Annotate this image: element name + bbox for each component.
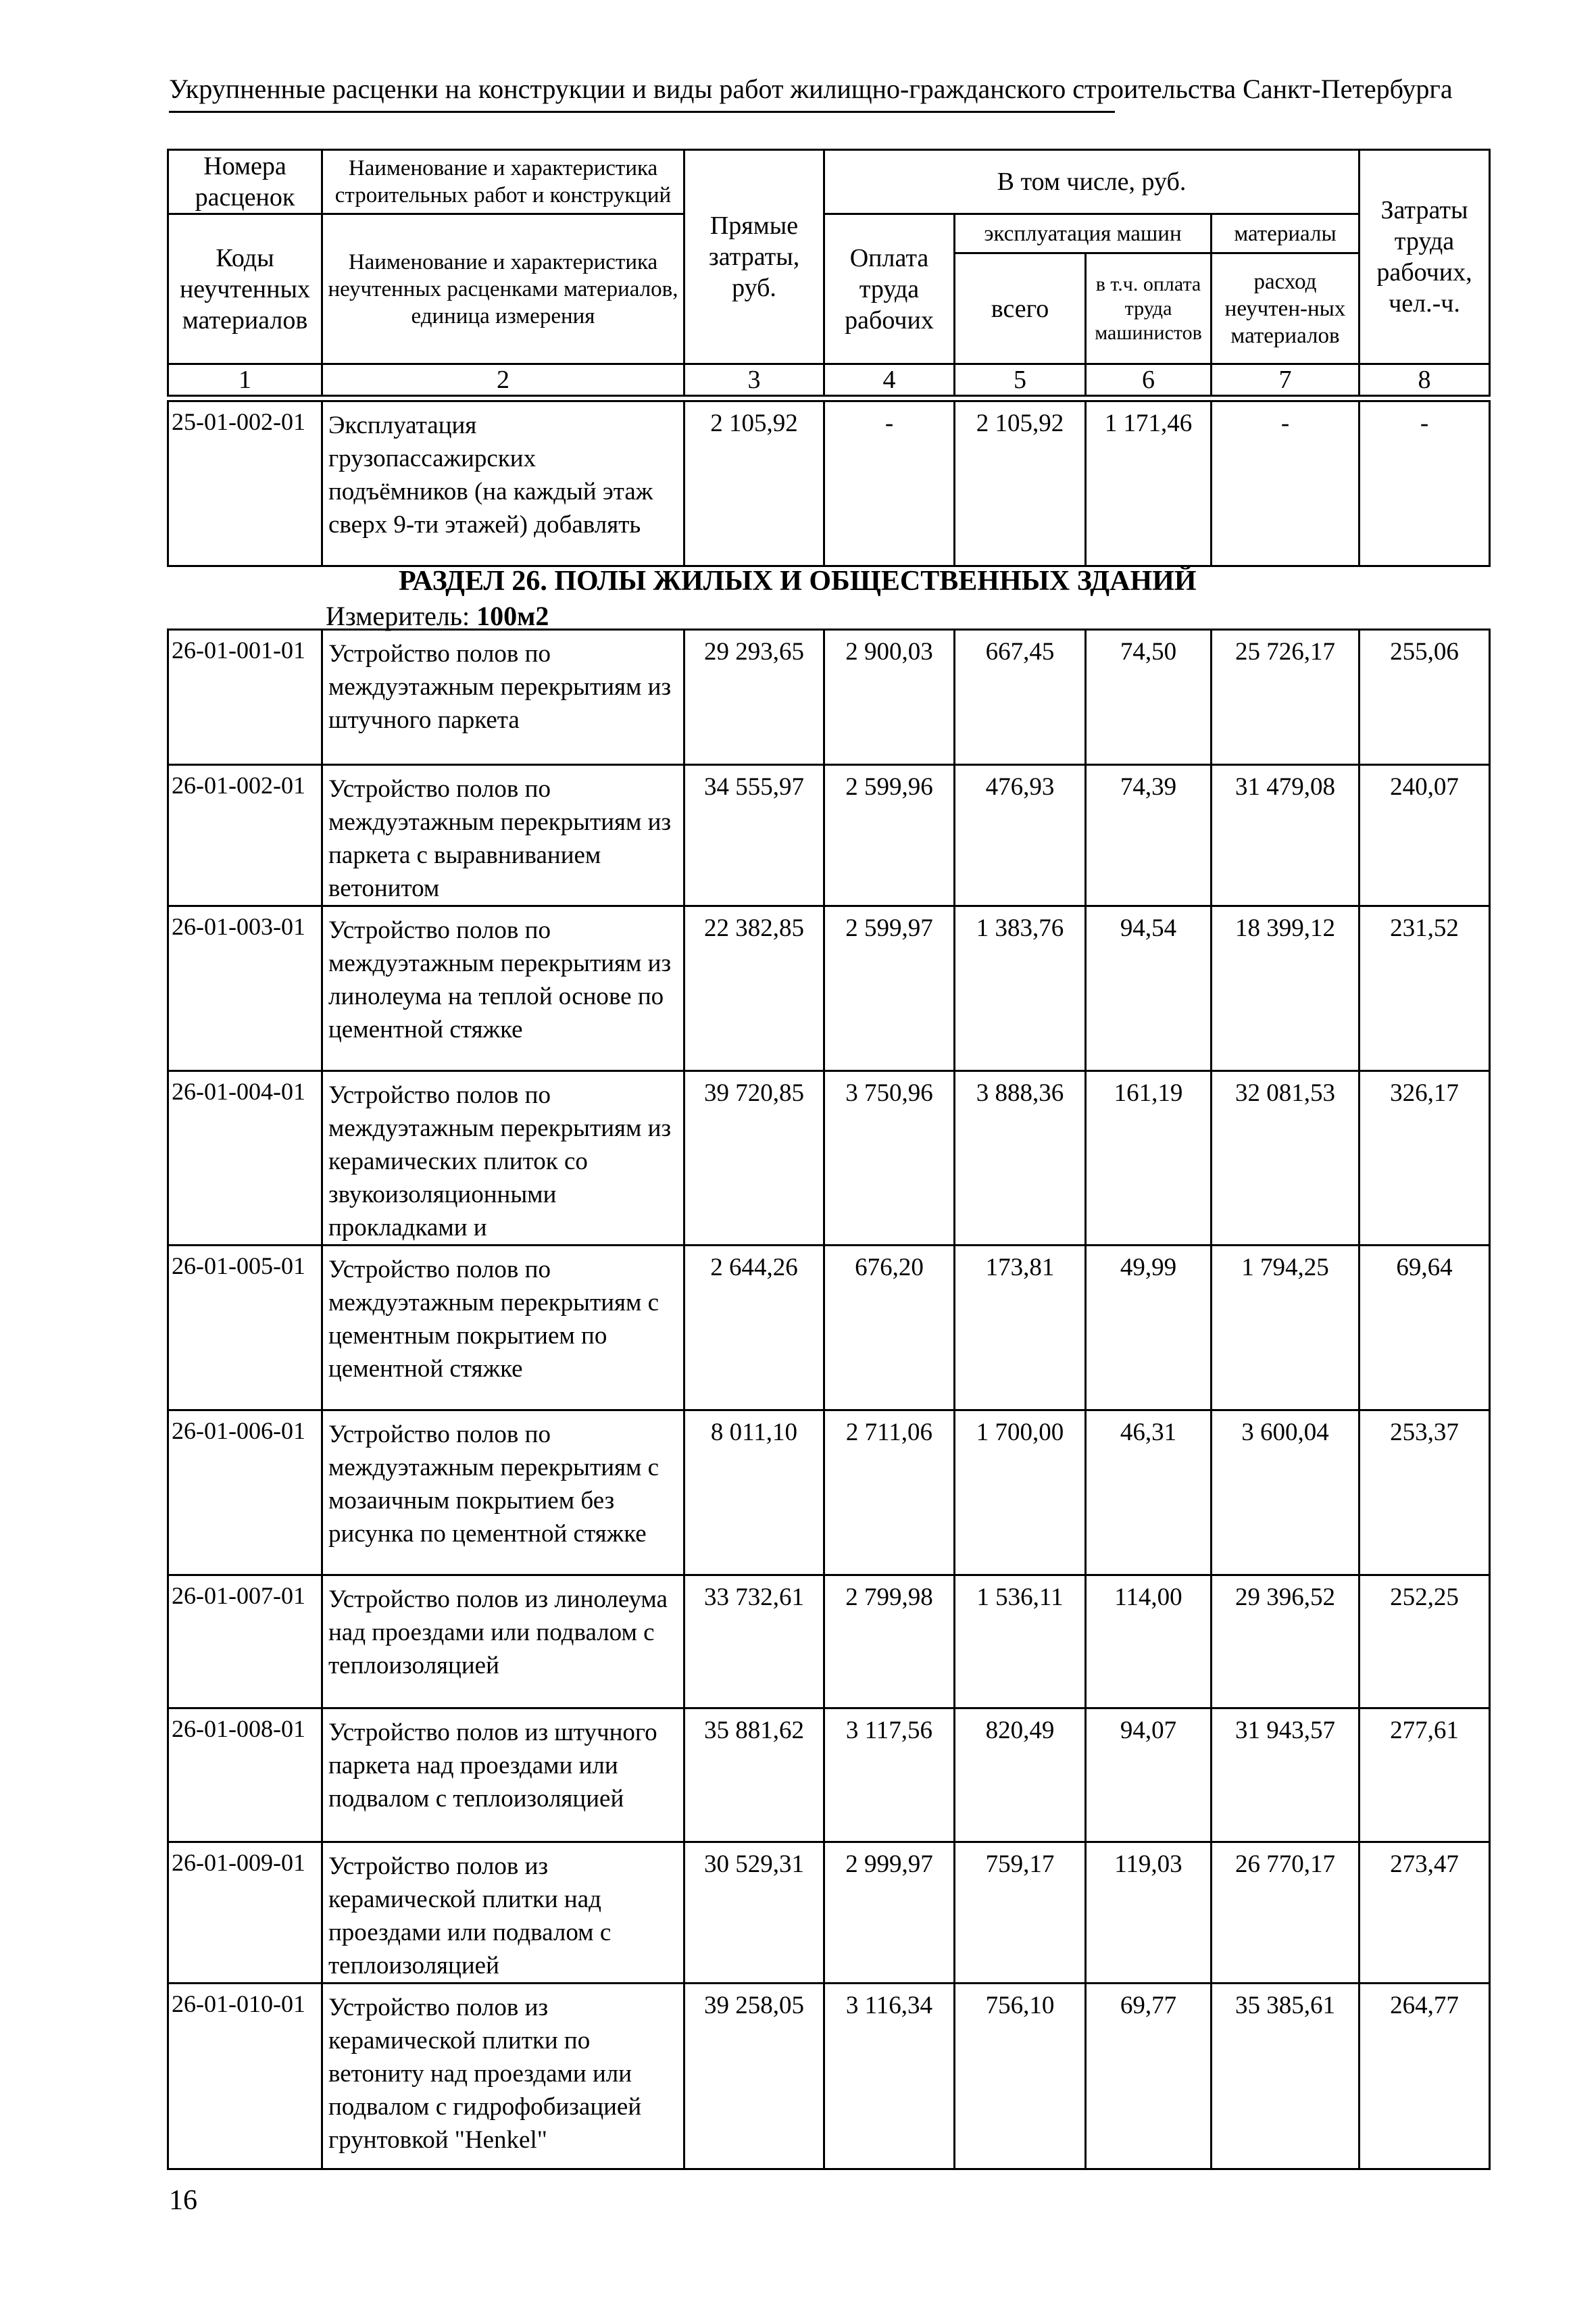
rate-code: 26-01-005-01 [168,1246,322,1410]
labor-pay: 2 799,98 [824,1575,955,1708]
labor-pay: 676,20 [824,1246,955,1410]
col4-header: Оплата труда рабочих [824,214,955,364]
col1-header-top: Номера расценок [168,150,322,214]
machines-total: 2 105,92 [955,401,1086,566]
column-number: 3 [684,364,824,396]
table-row [168,1575,1490,1708]
table-row [168,1246,1490,1410]
materials-group-header: материалы [1212,214,1360,253]
direct-cost: 34 555,97 [684,765,824,906]
work-description: Устройство полов из линолеума над проездами или подвалом с теплоизоляцией [322,1575,684,1708]
machines-total: 3 888,36 [955,1071,1086,1246]
rate-code: 26-01-006-01 [168,1410,322,1575]
work-description: Устройство полов по междуэтажным перекрытиям из керамических плиток со звукоизоляционными прокладками и [322,1071,684,1246]
col2-header-top: Наименование и характеристика строительных работ и конструкций [322,150,684,214]
rate-code: 26-01-001-01 [168,630,322,765]
table-row [168,1410,1490,1575]
rate-code: 26-01-007-01 [168,1575,322,1708]
labor-pay: 2 711,06 [824,1410,955,1575]
section-26-table [167,629,1491,2170]
rate-code: 26-01-002-01 [168,765,322,906]
document-header-title: Укрупненные расценки на конструкции и виды работ жилищно-гражданского строительства Санкт-Петербурга [169,74,1453,104]
labor-pay: 2 999,97 [824,1842,955,1984]
work-description: Устройство полов из керамической плитки по ветониту над проездами или подвалом с гидрофобизацией грунтовкой "Henkel" [322,1984,684,2169]
work-description: Устройство полов по междуэтажным перекрытиям из паркета с выравниванием ветонитом [322,765,684,906]
work-description: Устройство полов из штучного паркета над проездами или подвалом с теплоизоляцией [322,1708,684,1842]
labor-hours: - [1360,401,1490,566]
direct-cost: 39 258,05 [684,1984,824,2169]
column-header-table [167,149,1491,397]
machinist-pay: 74,39 [1086,765,1212,906]
direct-cost: 29 293,65 [684,630,824,765]
labor-hours: 69,64 [1360,1246,1490,1410]
machinist-pay: 46,31 [1086,1410,1212,1575]
measure-label: Измеритель: [326,601,470,631]
materials-cost: 32 081,53 [1212,1071,1360,1246]
header-underline [169,111,1115,113]
machines-total: 820,49 [955,1708,1086,1842]
direct-cost: 33 732,61 [684,1575,824,1708]
machines-total: 1 536,11 [955,1575,1086,1708]
materials-cost: 18 399,12 [1212,906,1360,1071]
machines-group-header: эксплуатация машин [955,214,1212,253]
machinist-pay: 114,00 [1086,1575,1212,1708]
rate-code: 26-01-009-01 [168,1842,322,1984]
table-row [168,906,1490,1071]
labor-hours: 231,52 [1360,906,1490,1071]
col1-header-bottom: Коды неучтенных материалов [168,214,322,364]
table-row [168,630,1490,765]
labor-pay: 2 599,96 [824,765,955,906]
labor-pay: 3 750,96 [824,1071,955,1246]
labor-hours: 240,07 [1360,765,1490,906]
column-number: 7 [1212,364,1360,396]
machines-total: 756,10 [955,1984,1086,2169]
direct-cost: 39 720,85 [684,1071,824,1246]
direct-cost: 35 881,62 [684,1708,824,1842]
machines-total: 1 383,76 [955,906,1086,1071]
col7-header: расход неучтен-ных материалов [1212,253,1360,364]
table-row [168,765,1490,906]
machines-total: 173,81 [955,1246,1086,1410]
col5-header: всего [955,253,1086,364]
table-row [168,1984,1490,2169]
column-number: 1 [168,364,322,396]
table-row [168,1071,1490,1246]
direct-cost: 30 529,31 [684,1842,824,1984]
col3-header: Прямые затраты, руб. [684,150,824,364]
work-description: Эксплуатация грузопассажирских подъёмников (на каждый этаж сверх 9-ти этажей) добавлять [322,401,684,566]
direct-cost: 22 382,85 [684,906,824,1071]
labor-pay: 2 599,97 [824,906,955,1071]
section-25-table [167,400,1491,567]
section-title: РАЗДЕЛ 26. ПОЛЫ ЖИЛЫХ И ОБЩЕСТВЕННЫХ ЗДАНИЙ [399,566,1197,597]
labor-hours: 255,06 [1360,630,1490,765]
labor-hours: 264,77 [1360,1984,1490,2169]
machines-total: 667,45 [955,630,1086,765]
materials-cost: 25 726,17 [1212,630,1360,765]
labor-pay: 3 116,34 [824,1984,955,2169]
col6-header: в т.ч. оплата труда машинистов [1086,253,1212,364]
labor-hours: 277,61 [1360,1708,1490,1842]
column-number: 6 [1086,364,1212,396]
rate-code: 26-01-008-01 [168,1708,322,1842]
materials-cost: 29 396,52 [1212,1575,1360,1708]
machines-total: 476,93 [955,765,1086,906]
direct-cost: 2 644,26 [684,1246,824,1410]
page-number: 16 [169,2185,197,2216]
col2-header-bottom: Наименование и характеристика неучтенных расценками материалов, единица измерения [322,214,684,364]
materials-cost: 3 600,04 [1212,1410,1360,1575]
rate-code: 25-01-002-01 [168,401,322,566]
machinist-pay: 94,54 [1086,906,1212,1071]
work-description: Устройство полов из керамической плитки над проездами или подвалом с теплоизоляцией [322,1842,684,1984]
rate-code: 26-01-010-01 [168,1984,322,2169]
direct-cost: 2 105,92 [684,401,824,566]
column-number: 2 [322,364,684,396]
machines-total: 1 700,00 [955,1410,1086,1575]
materials-cost: 1 794,25 [1212,1246,1360,1410]
machinist-pay: 119,03 [1086,1842,1212,1984]
table-row [168,1708,1490,1842]
work-description: Устройство полов по междуэтажным перекрытиям из линолеума на теплой основе по цементной стяжке [322,906,684,1071]
materials-cost: 26 770,17 [1212,1842,1360,1984]
machines-total: 759,17 [955,1842,1086,1984]
machinist-pay: 69,77 [1086,1984,1212,2169]
column-number: 4 [824,364,955,396]
column-number: 8 [1360,364,1490,396]
work-description: Устройство полов по междуэтажным перекрытиям с мозаичным покрытием без рисунка по цементной стяжке [322,1410,684,1575]
machinist-pay: 49,99 [1086,1246,1212,1410]
work-description: Устройство полов по междуэтажным перекрытиям с цементным покрытием по цементной стяжке [322,1246,684,1410]
machinist-pay: 161,19 [1086,1071,1212,1246]
materials-cost: 31 943,57 [1212,1708,1360,1842]
column-number: 5 [955,364,1086,396]
labor-pay: 3 117,56 [824,1708,955,1842]
materials-cost: 31 479,08 [1212,765,1360,906]
table-row [168,401,1490,566]
machinist-pay: 94,07 [1086,1708,1212,1842]
labor-hours: 326,17 [1360,1071,1490,1246]
rate-code: 26-01-003-01 [168,906,322,1071]
labor-hours: 273,47 [1360,1842,1490,1984]
machinist-pay: 74,50 [1086,630,1212,765]
measure-line [326,600,549,632]
work-description: Устройство полов по междуэтажным перекрытиям из штучного паркета [322,630,684,765]
direct-cost: 8 011,10 [684,1410,824,1575]
col8-header: Затраты труда рабочих, чел.-ч. [1360,150,1490,364]
rate-code: 26-01-004-01 [168,1071,322,1246]
labor-hours: 253,37 [1360,1410,1490,1575]
table-row [168,1842,1490,1984]
measure-value: 100м2 [476,601,549,631]
machinist-pay: 1 171,46 [1086,401,1212,566]
materials-cost: - [1212,401,1360,566]
labor-pay: - [824,401,955,566]
breakdown-group-header: В том числе, руб. [824,150,1360,214]
labor-hours: 252,25 [1360,1575,1490,1708]
materials-cost: 35 385,61 [1212,1984,1360,2169]
labor-pay: 2 900,03 [824,630,955,765]
